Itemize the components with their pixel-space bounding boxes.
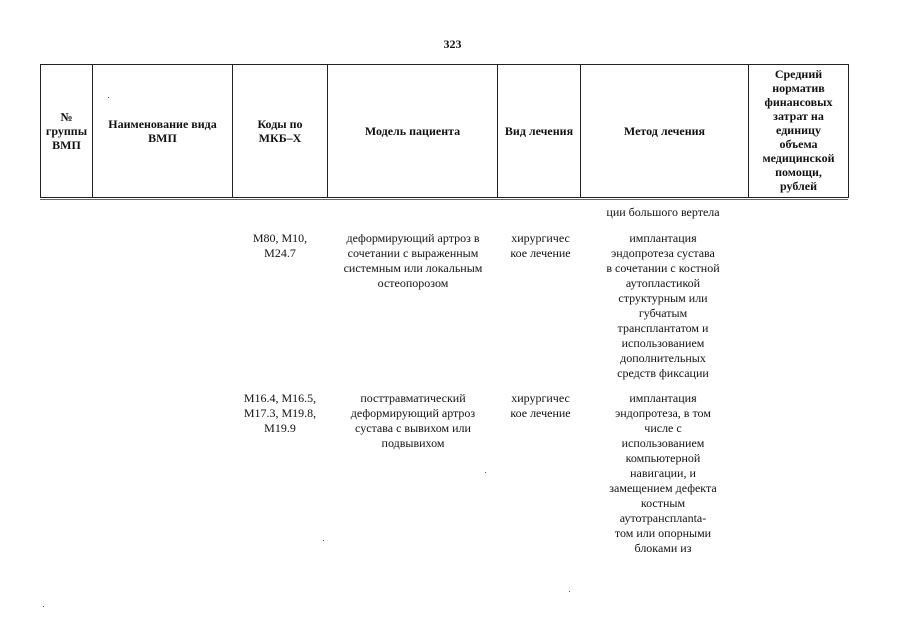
row2-icd-codes: M16.4, M16.5, M17.3, M19.8, M19.9 [243,391,317,435]
scan-speck [108,97,109,98]
scan-speck [323,540,324,541]
header-treatment-method: Метод лечения [581,65,749,198]
header-patient-model: Модель пациента [328,65,498,198]
header-treatment-type: Вид лечения [498,65,581,198]
continuation-method-text: ции большого вертела [606,205,720,219]
scan-speck [485,472,486,473]
page-number: 323 [443,37,462,51]
row1-icd-codes: M80, M10, M24.7 [252,231,308,260]
header-vmp-name: Наименование вида ВМП [93,65,233,198]
scan-speck [43,606,44,607]
row2-treatment-type: хирургичес кое лечение [510,391,571,420]
row1-patient-model: деформирующий артроз в сочетании с выраженным системным или локальным остеопорозом [343,231,483,290]
table-header-bottom-line [40,199,848,200]
row2-patient-model: посттравматический деформирующий артроз сустава с вывихом или подвывихом [350,391,476,450]
table-header [40,64,849,198]
row2-treatment-method: имплантация эндопротеза, в том числе с использованием компьютерной навигации, и замещением дефекта костным аутотрансплanta- том или опорными блоками из [609,391,717,555]
header-icd-codes: Коды по МКБ–Х [233,65,328,198]
scan-speck [569,591,570,592]
row1-treatment-type: хирургичес кое лечение [510,231,571,260]
header-average-cost: Средний норматив финансовых затрат на единицу объема медицинской помощи, рублей [749,65,849,198]
row1-treatment-method: имплантация эндопротеза сустава в сочетании с костной аутопластикой структурным или губчатым трансплантатом и использованием дополнительных средств фиксации [606,231,720,380]
header-group-number: № группы ВМП [41,65,93,198]
